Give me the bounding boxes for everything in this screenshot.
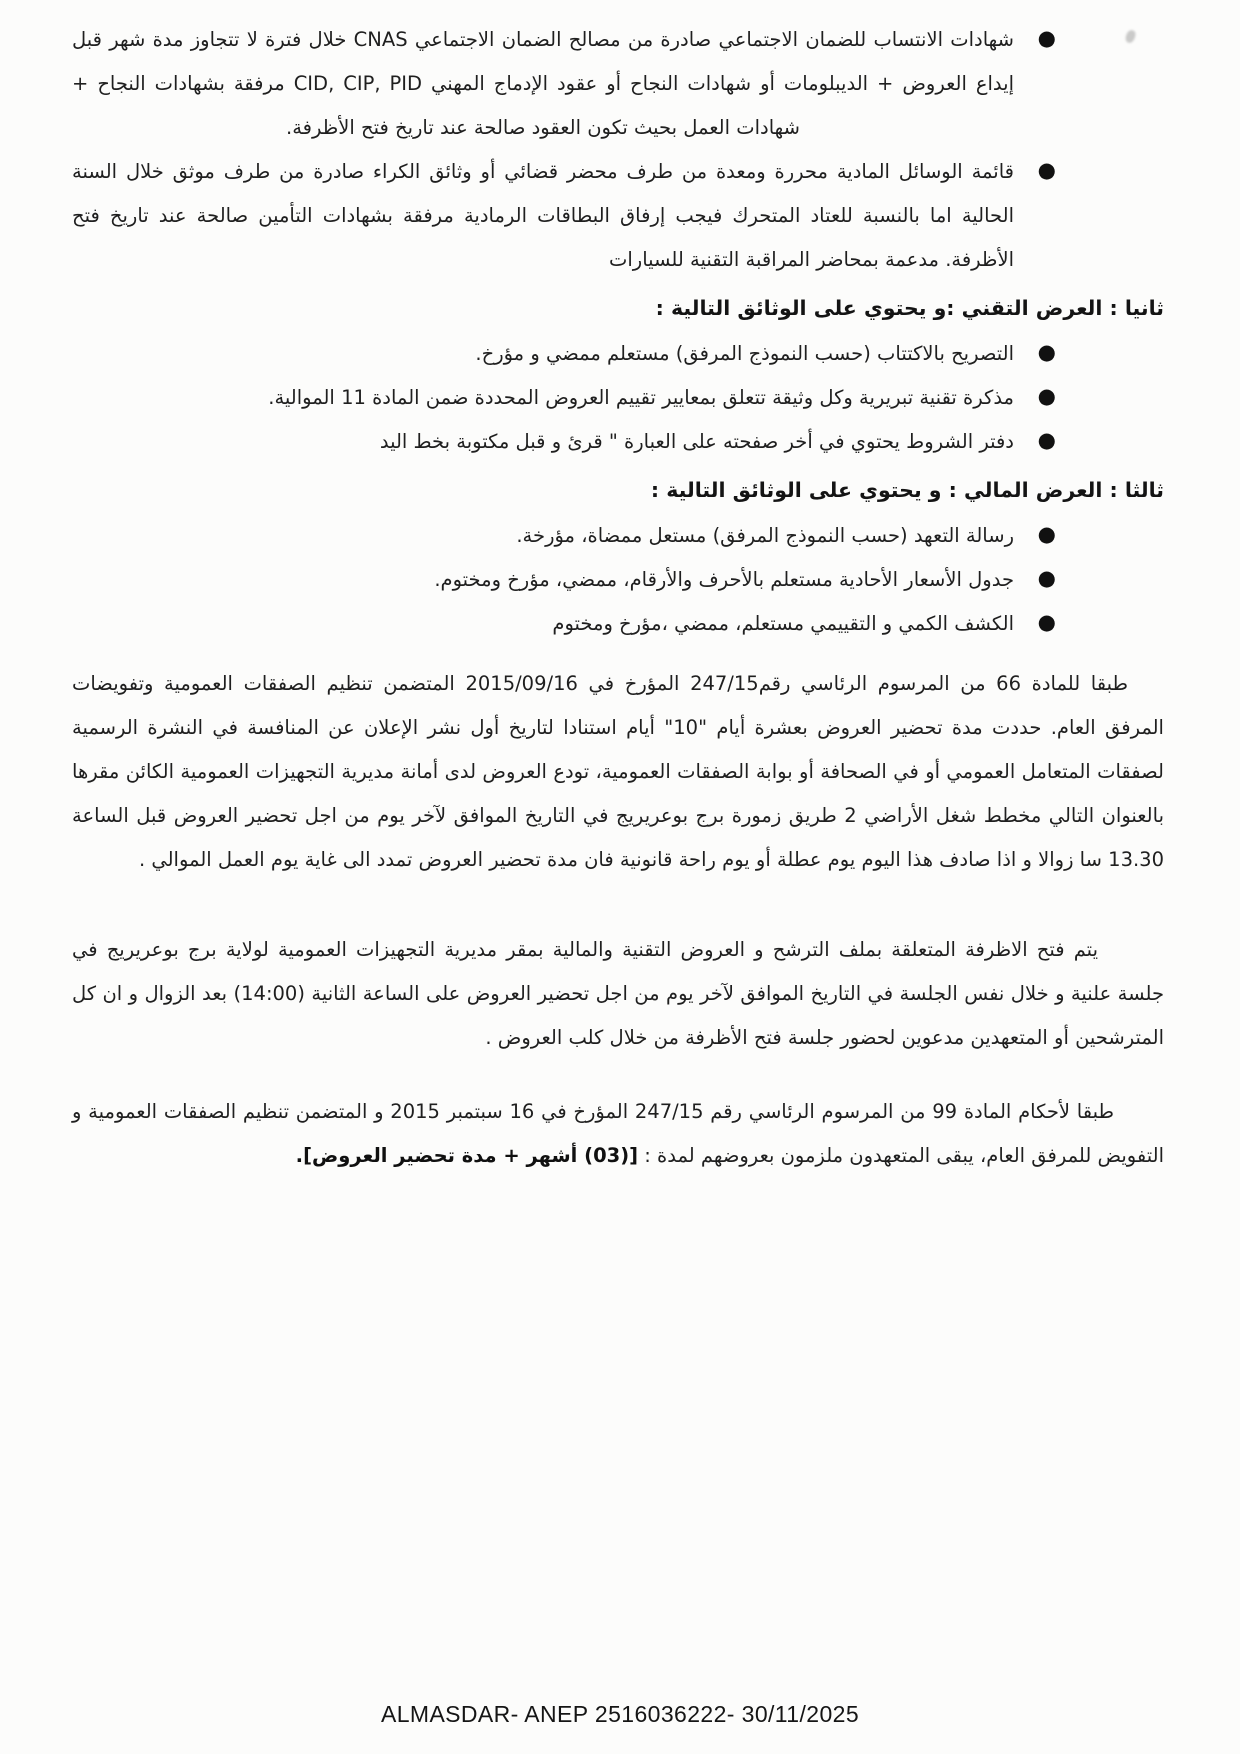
list-item — [72, 376, 1164, 420]
bullet-icon: ● — [1037, 158, 1056, 182]
list-item-text: التصريح بالاكتتاب (حسب النموذج المرفق) مستعلم ممضي و مؤرخ. — [475, 342, 1014, 365]
technical-offer-list — [72, 332, 1164, 464]
list-item — [72, 420, 1164, 464]
list-item — [72, 602, 1164, 646]
bullet-icon: ● — [1037, 26, 1056, 50]
bullet-icon: ● — [1037, 428, 1056, 452]
required-documents-list — [72, 18, 1164, 282]
document-body — [72, 18, 1164, 1178]
financial-offer-list — [72, 514, 1164, 646]
financial-offer-heading: ثالثا : العرض المالي : و يحتوي على الوثائق التالية : — [650, 478, 1164, 502]
paragraph-article-99-text: طبقا لأحكام المادة 99 من المرسوم الرئاسي رقم 247/15 المؤرخ في 16 سبتمبر 2015 و المتضمن تنظيم الصفقات العمومية و التفويض للمرفق العام، يبقى المتعهدون ملزمون بعروضهم لمدة : — [72, 1100, 1164, 1167]
list-item — [72, 18, 1164, 150]
anep-footer-line: ALMASDAR- ANEP 2516036222- 30/11/2025 — [380, 1701, 860, 1727]
list-item — [72, 150, 1164, 282]
paragraph-article-99 — [72, 1090, 1164, 1178]
list-item-text: دفتر الشروط يحتوي في أخر صفحته على العبارة " قرئ و قبل مكتوبة بخط اليد — [379, 430, 1014, 453]
list-item — [72, 514, 1164, 558]
list-item — [72, 558, 1164, 602]
list-item-text: شهادات الانتساب للضمان الاجتماعي صادرة من مصالح الضمان الاجتماعي CNAS خلال فترة لا تتجاوز مدة شهر قبل إيداع العروض + الديبلومات أو شهادات النجاح أو عقود الإدماج المهني CID, CIP, PID مرفقة بشهادات النجاح + شهادات العمل بحيث تكون العقود صالحة عند تاريخ فتح الأظرفة. — [72, 28, 1014, 139]
list-item-text: مذكرة تقنية تبريرية وكل وثيقة تتعلق بمعايير تقييم العروض المحددة ضمن المادة 11 الموالية. — [268, 386, 1014, 409]
paragraph-article-66: طبقا للمادة 66 من المرسوم الرئاسي رقم247/15 المؤرخ في 2015/09/16 المتضمن تنظيم الصفقات العمومية وتفويضات المرفق العام. حددت مدة تحضير العروض بعشرة أيام "10" أيام استنادا لتاريخ أول نشر الإعلان عن المنافسة في النشرة الرسمية لصفقات المتعامل العمومي أو في الصحافة أو بوابة الصفقات العمومية، تودع العروض لدى أمانة مديرية التجهيزات العمومية الكائن مقرها بالعنوان التالي مخطط شغل الأراضي 2 طريق زمورة برج بوعريريج في التاريخ الموافق لآخر يوم من اجل تحضير العروض قبل الساعة 13.30 سا زوالا و اذا صادف هذا اليوم يوم عطلة أو يوم راحة قانونية فان مدة تحضير العروض تمدد الى غاية يوم العمل الموالي . — [72, 672, 1164, 871]
list-item-text: الكشف الكمي و التقييمي مستعلم، ممضي ،مؤرخ ومختوم — [552, 612, 1014, 635]
bullet-icon: ● — [1037, 340, 1056, 364]
list-item-text: قائمة الوسائل المادية محررة ومعدة من طرف محضر قضائي أو وثائق الكراء صادرة من طرف موثق خلال السنة الحالية اما بالنسبة للعتاد المتحرك فيجب إرفاق البطاقات الرمادية مرفقة بشهادات التأمين صالحة عند تاريخ فتح الأظرفة. مدعمة بمحاضر المراقبة التقنية للسيارات — [72, 160, 1014, 271]
technical-offer-heading: ثانيا : العرض التقني :و يحتوي على الوثائق التالية : — [655, 296, 1164, 320]
bullet-icon: ● — [1037, 384, 1056, 408]
list-item-text: رسالة التعهد (حسب النموذج المرفق) مستعل ممضاة، مؤرخة. — [516, 524, 1014, 547]
bullet-icon: ● — [1037, 610, 1056, 634]
bullet-icon: ● — [1037, 522, 1056, 546]
list-item — [72, 332, 1164, 376]
bullet-icon: ● — [1037, 566, 1056, 590]
paragraph-envelope-opening: يتم فتح الاظرفة المتعلقة بملف الترشح و العروض التقنية والمالية بمقر مديرية التجهيزات العمومية لولاية برج بوعريريج في جلسة علنية و خلال نفس الجلسة في التاريخ الموافق لآخر يوم من اجل تحضير العروض على الساعة الثانية (14:00) بعد الزوال و ان كل المترشحين أو المتعهدين مدعوين لحضور جلسة فتح الأظرفة من خلال كلب العروض . — [72, 938, 1165, 1049]
offer-validity-duration: [(03) أشهر + مدة تحضير العروض]. — [295, 1144, 639, 1167]
list-item-text: جدول الأسعار الأحادية مستعلم بالأحرف والأرقام، ممضي، مؤرخ ومختوم. — [434, 568, 1014, 591]
